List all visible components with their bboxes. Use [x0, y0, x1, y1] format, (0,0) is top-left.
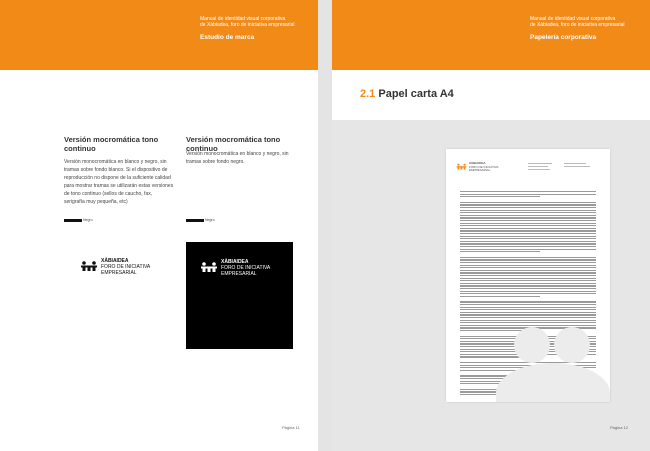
swatch-label: Negro [83, 218, 93, 222]
text-line [460, 283, 596, 284]
logo-line-2: FORO DE INICIATIVA [221, 265, 271, 271]
logo-line-3: EMPRESARIAL [221, 271, 257, 277]
text-line [460, 194, 596, 195]
logo-line-1: XÀBIAIDEA [221, 259, 249, 265]
text-line [460, 272, 596, 273]
page-gutter [318, 0, 332, 451]
header-line-1: Manual de identidad visual corporativa [200, 16, 286, 22]
text-line [460, 217, 596, 218]
text-line [460, 322, 596, 323]
black-background-box [186, 242, 293, 349]
text-line [460, 259, 596, 260]
black-swatch [186, 219, 204, 222]
text-line [460, 249, 596, 250]
text-line [460, 236, 596, 237]
header-band [332, 0, 650, 70]
logo-line-2: FORO DE INICIATIVA [101, 264, 151, 270]
preview-area [332, 120, 650, 451]
logo-negative [200, 260, 290, 280]
text-line [460, 317, 596, 318]
swatch-label: Negro [205, 218, 215, 222]
logo-line-3: EMPRESARIAL [469, 168, 491, 172]
text-line [460, 212, 596, 213]
text-line [460, 320, 596, 321]
text-line [460, 251, 540, 252]
text-line [460, 230, 596, 231]
header-band [0, 0, 318, 70]
page-number: Página 11 [282, 425, 300, 430]
header-title: Papelería corporativa [530, 34, 597, 41]
text-line [460, 291, 596, 292]
logo-line-3: EMPRESARIAL [101, 270, 137, 276]
logo-positive [80, 259, 180, 279]
col2-body: Versión monocromática en blanco y negro, sin tramas sobre fondo negro. [186, 151, 289, 165]
text-line [460, 296, 540, 297]
text-line [460, 204, 596, 205]
logo-line-1: XÀBIAIDEA [469, 161, 486, 165]
text-line [460, 257, 596, 258]
text-line [460, 243, 596, 244]
col2-title: Versión mocromática tono continuo [186, 135, 281, 153]
logo-line-1: XÀBIAIDEA [101, 258, 129, 264]
text-line [460, 280, 596, 281]
text-line [460, 225, 596, 226]
text-line [460, 241, 596, 242]
text-line [460, 238, 596, 239]
text-line [460, 228, 596, 229]
header-title: Estudio de marca [200, 34, 255, 41]
section-number: 2.1 [360, 88, 376, 100]
text-line [460, 288, 596, 289]
header-line-1: Manual de identidad visual corporativa [530, 16, 616, 22]
text-line [460, 275, 596, 276]
text-line [460, 314, 596, 315]
col1-body: Versión monocromática en blanco y negro, sin tramas sobre fondo blanco. Si el dispositivo de reproducción no dispone de la suficiente calidad para mostrar tramas se utilizarán estas versiones de tono continuo (sellos de caucho, fax, serigrafía muy pequeña, etc) [64, 159, 174, 205]
text-line [460, 278, 596, 279]
black-swatch [64, 219, 82, 222]
text-line [460, 220, 596, 221]
text-line [460, 262, 596, 263]
text-line [460, 267, 596, 268]
a4-letter-sheet [446, 149, 610, 402]
header-line-2: de Xàbiadea, foro de iniciativa empresarial [530, 22, 625, 28]
page-number: Página 12 [610, 425, 629, 430]
right-page [332, 0, 650, 451]
text-line [460, 307, 596, 308]
text-line [460, 312, 596, 313]
text-line [460, 301, 596, 302]
people-logo-icon [80, 261, 98, 271]
left-page [0, 0, 318, 451]
section-title [360, 88, 454, 100]
text-line [460, 202, 596, 203]
text-line [460, 215, 596, 216]
text-line [460, 285, 596, 286]
text-line [460, 233, 596, 234]
letterhead-logo [456, 162, 516, 176]
text-line [460, 196, 540, 197]
text-line [460, 270, 596, 271]
text-line [460, 191, 596, 192]
people-logo-icon [456, 163, 467, 170]
text-line [460, 223, 596, 224]
text-line [460, 265, 596, 266]
text-line [460, 325, 596, 326]
text-line [460, 207, 596, 208]
text-line [460, 309, 596, 310]
header-line-2: de Xàbiadea, foro de iniciativa empresarial [200, 22, 295, 28]
logo-line-2: FORO DE INICIATIVA [469, 164, 499, 169]
section-title-text: Papel carta A4 [378, 88, 454, 100]
text-line [460, 246, 596, 247]
people-logo-icon [200, 262, 218, 272]
text-line [460, 293, 596, 294]
text-line [460, 304, 596, 305]
text-line [460, 210, 596, 211]
col1-title: Versión mocromática tono continuo [64, 135, 159, 153]
